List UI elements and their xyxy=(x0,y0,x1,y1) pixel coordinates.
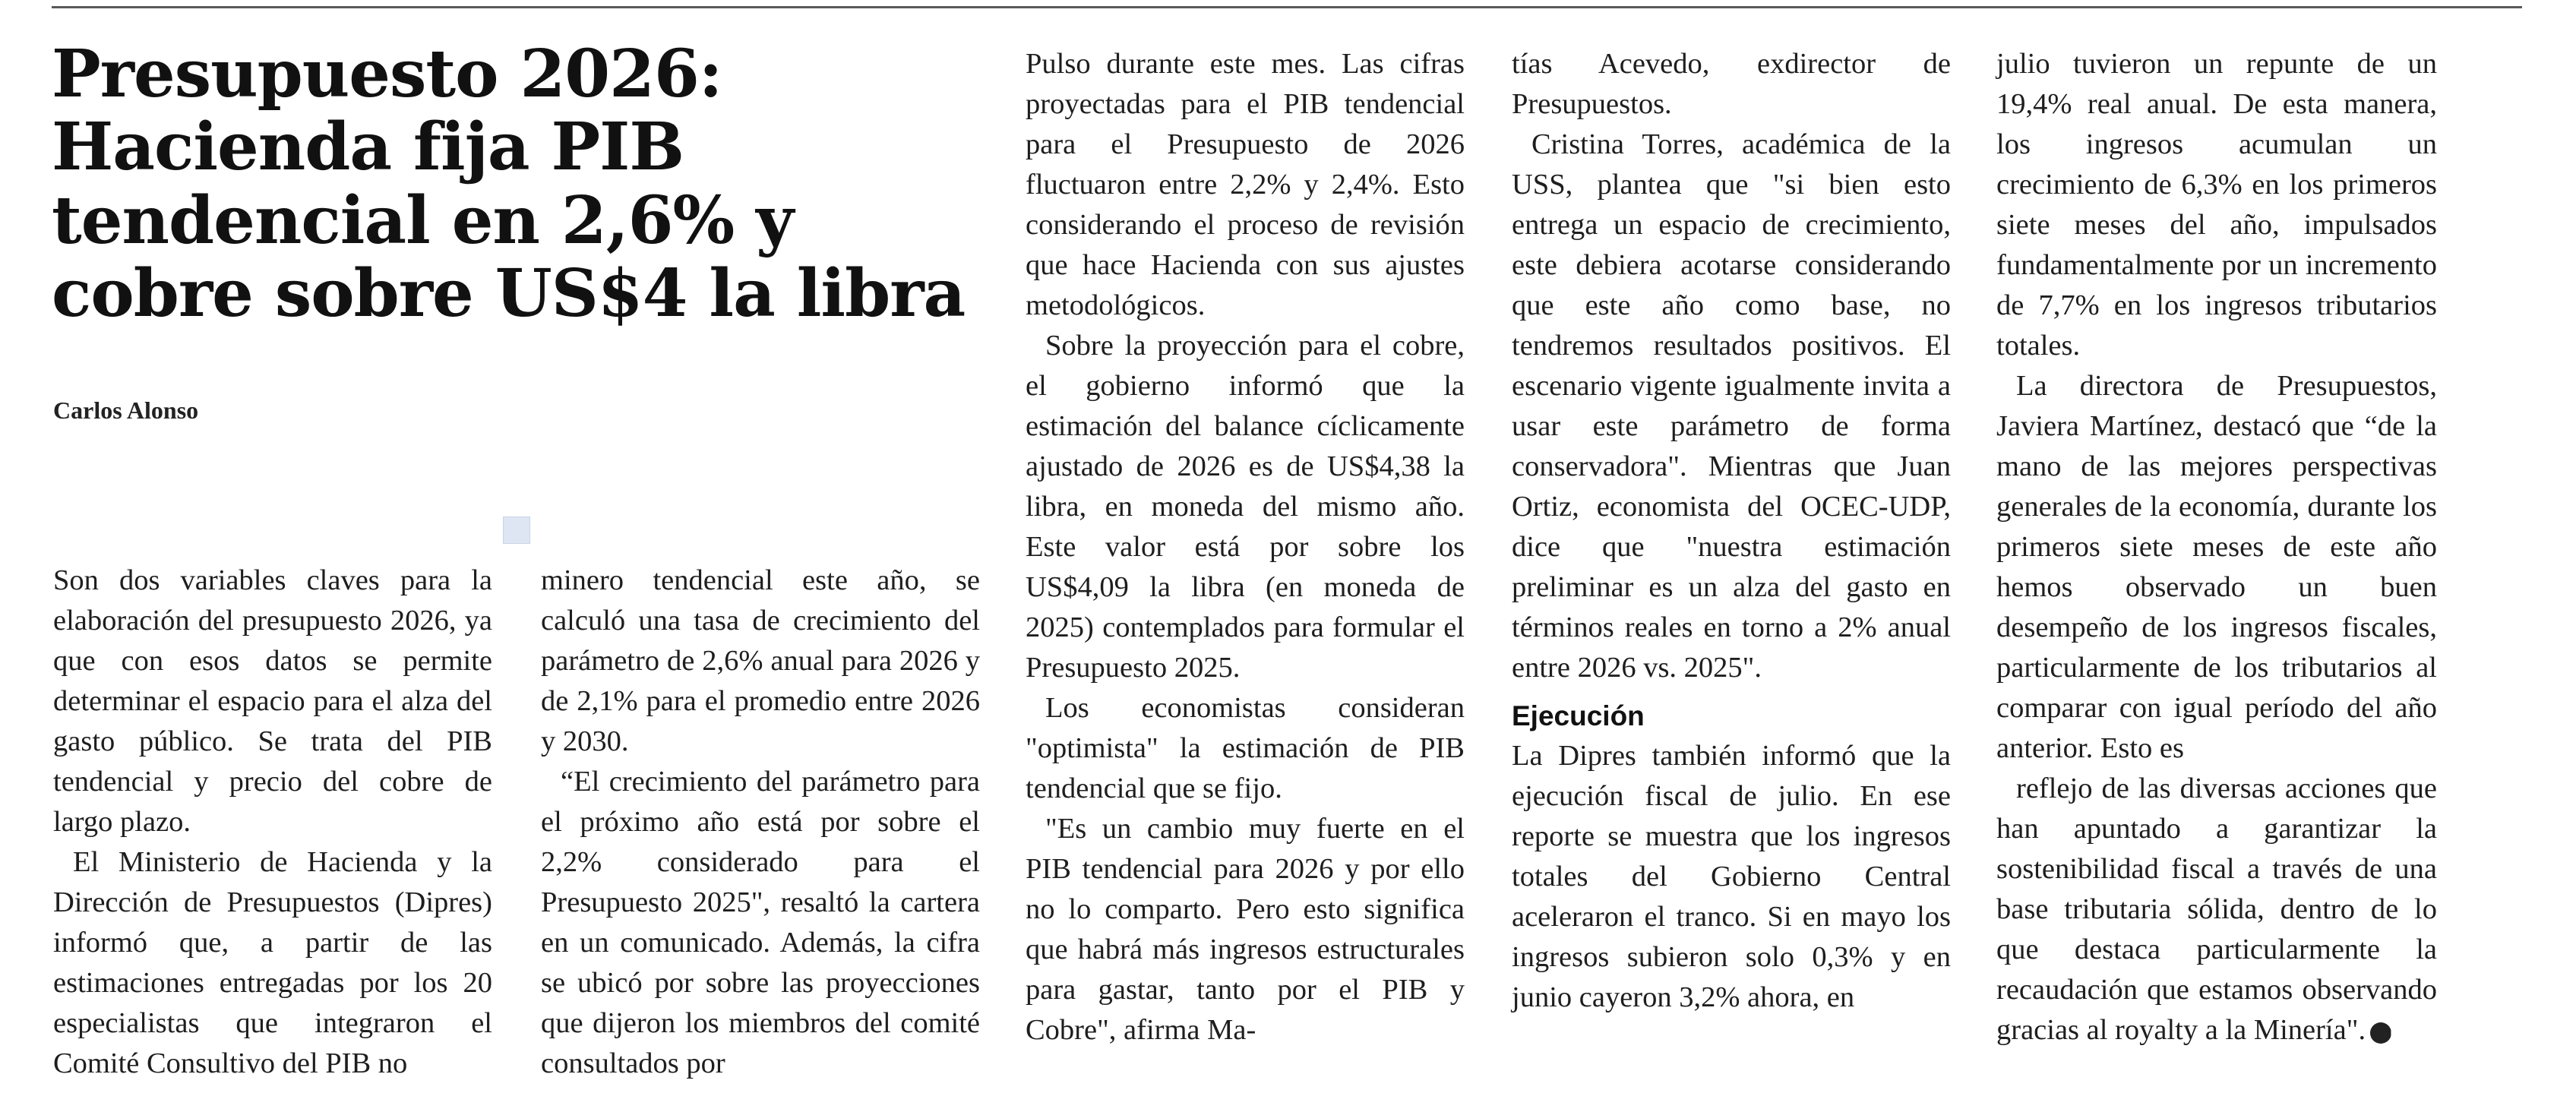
paragraph: Los economistas consideran "optimista" la estimación de PIB tendencial que se fijo. xyxy=(1026,692,1465,804)
column-1 xyxy=(53,561,492,1084)
paragraph: julio tuvieron un repunte de un 19,4% real anual. De esta manera, los ingresos acumulan un crecimiento de 6,3% en los primeros siete meses del año, impulsados fundamentalmente por un incremento de 7,7% en los ingresos tributarios totales. xyxy=(1996,48,2437,362)
byline: Carlos Alonso xyxy=(53,396,199,424)
image-placeholder-icon xyxy=(503,517,530,544)
paragraph: El Ministerio de Hacienda y la Dirección de Presupuestos (Dipres) informó que, a partir de las estimaciones entregadas por los 20 especialistas que integraron el Comité Consultivo del PIB no xyxy=(53,846,492,1079)
column-3 xyxy=(1026,44,1465,1050)
paragraph: tías Acevedo, exdirector de Presupuestos. xyxy=(1512,48,1951,120)
paragraph: "Es un cambio muy fuerte en el PIB tendencial para 2026 y por ello no lo comparto. Pero esto significa que habrá más ingresos estructurales para gastar, tanto por el PIB y Cobre", afirma Ma- xyxy=(1026,813,1465,1046)
column-4 xyxy=(1512,44,1951,1018)
column-5 xyxy=(1996,44,2437,1050)
column-2 xyxy=(541,561,980,1084)
top-rule xyxy=(52,6,2522,8)
paragraph: La Dipres también informó que la ejecución fiscal de julio. En ese reporte se muestra que los ingresos totales del Gobierno Central aceleraron el tranco. Si en mayo los ingresos subieron solo 0,3% y en junio cayeron 3,2% ahora, en xyxy=(1512,740,1951,1013)
paragraph: Son dos variables claves para la elaboración del presupuesto 2026, ya que con esos datos se permite determinar el espacio para el alza del gasto público. Se trata del PIB tendencial y precio del cobre de largo plazo. xyxy=(53,564,492,838)
paragraph: “El crecimiento del parámetro para el próximo año está por sobre el 2,2% considerado para el Presupuesto 2025", resaltó la cartera en un comunicado. Además, la cifra se ubicó por sobre las proyecciones que dijeron los miembros del comité consultados por xyxy=(541,766,980,1079)
paragraph: Cristina Torres, académica de la USS, plantea que "si bien esto entrega un espacio de crecimiento, este debiera acotarse considerando que este año como base, no tendremos resultados positivos. El escenario vigente igualmente invita a usar este parámetro de forma conservadora". Mientras que Juan Ortiz, economista del OCEC-UDP, dice que "nuestra estimación preliminar es un alza del gasto en términos reales en torno a 2% anual entre 2026 vs. 2025". xyxy=(1512,128,1951,684)
paragraph: minero tendencial este año, se calculó una tasa de crecimiento del parámetro de 2,6% anual para 2026 y de 2,1% para el promedio entre 2026 y 2030. xyxy=(541,564,980,757)
section-heading: Ejecución xyxy=(1512,700,1645,731)
paragraph: Pulso durante este mes. Las cifras proyectadas para el PIB tendencial para el Presupuesto de 2026 fluctuaron entre 2,2% y 2,4%. Esto considerando el proceso de revisión que hace Hacienda con sus ajustes metodológicos. xyxy=(1026,48,1465,321)
paragraph: Sobre la proyección para el cobre, el gobierno informó que la estimación del balance cíclicamente ajustado de 2026 es de US$4,38 la libra, en moneda del mismo año. Este valor está por sobre los US$4,09 la libra (en moneda de 2025) contemplados para formular el Presupuesto 2025. xyxy=(1026,330,1465,684)
paragraph xyxy=(1996,769,2437,1050)
headline: Presupuesto 2026: Hacienda fija PIB tendencial en 2,6% y cobre sobre US$4 la libra xyxy=(52,36,966,332)
paragraph-text: reflejo de las diversas acciones que han apuntado a garantizar la sostenibilidad fiscal a través de una base tributaria sólida, dentro de lo que destaca particularmente la recaudación que estamos observando gracias al royalty a la Minería". xyxy=(1996,772,2437,1046)
paragraph: La directora de Presupuestos, Javiera Martínez, destacó que “de la mano de las mejores perspectivas generales de la economía, durante los primeros siete meses de este año hemos observado un buen desempeño de los ingresos fiscales, particularmente de los tributarios al comparar con igual período del año anterior. Esto es xyxy=(1996,370,2437,764)
end-of-article-icon: P xyxy=(2370,1022,2391,1044)
